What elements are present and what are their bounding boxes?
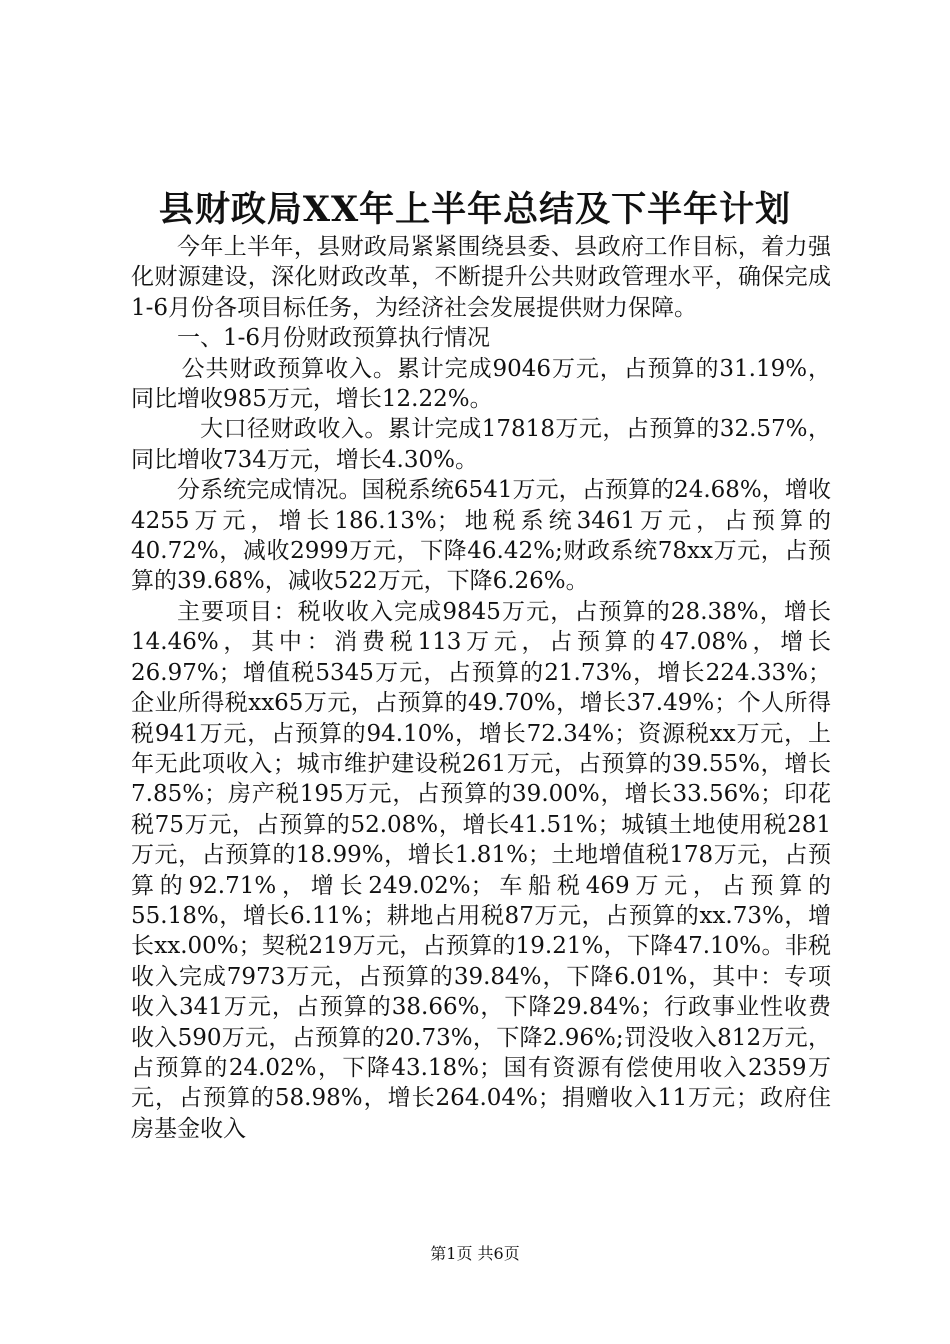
- intro-paragraph: 今年上半年，县财政局紧紧围绕县委、县政府工作目标，着力强化财源建设，深化财政改革，不断提升公共财政管理水平，确保完成1-6月份各项目标任务，为经济社会发展提供财力保障。: [131, 234, 831, 321]
- page-footer: 第1页 共6页: [430, 1244, 520, 1263]
- document-title: 县财政局XX年上半年总结及下半年计划: [158, 189, 792, 230]
- document-body: [131, 232, 831, 1144]
- system-completion-paragraph: 分系统完成情况。国税系统6541万元，占预算的24.68%，增收4255万元，增长186.13%；地税系统3461万元，占预算的40.72%，减收2999万元，下降46.42%;财政系统78xx万元，占预算的39.68%，减收522万元，下降6.26%。: [131, 477, 831, 595]
- public-budget-revenue-paragraph: 公共财政预算收入。累计完成9046万元，占预算的31.19%，同比增收985万元，增长12.22%。: [131, 355, 831, 413]
- section-heading: 一、1-6月份财政预算执行情况: [177, 325, 491, 352]
- main-items-paragraph: 主要项目：税收收入完成9845万元，占预算的28.38%，增长14.46%，其中：消费税113万元，占预算的47.08%，增长26.97%；增值税5345万元，占预算的21.73%，增长224.33%；企业所得税xx65万元，占预算的49.70%，增长37.49%；个人所得税941万元，占预算的94.10%，增长72.34%；资源税xx万元，上年无此项收入；城市维护建设税261万元，占预算的39.55%，增长7.85%；房产税195万元，占预算的39.00%，增长33.56%；印花税75万元，占预算的52.08%，增长41.51%；城镇土地使用税281万元，占预算的18.99%，增长1.81%；土地增值税178万元，占预算的92.71%，增长249.02%；车船税469万元，占预算的55.18%，增长6.11%；耕地占用税87万元，占预算的xx.73%，增长xx.00%；契税219万元，占预算的19.21%，下降47.10%。非税收入完成7973万元，占预算的39.84%，下降6.01%，其中：专项收入341万元，占预算的38.66%，下降29.84%；行政事业性收费收入590万元，占预算的20.73%，下降2.96%;罚没收入812万元，占预算的24.02%，下降43.18%；国有资源有偿使用收入2359万元，占预算的58.98%，增长264.04%；捐赠收入11万元；政府住房基金收入: [131, 598, 831, 1142]
- broad-revenue-paragraph: 大口径财政收入。累计完成17818万元，占预算的32.57%，同比增收734万元，增长4.30%。: [131, 416, 831, 473]
